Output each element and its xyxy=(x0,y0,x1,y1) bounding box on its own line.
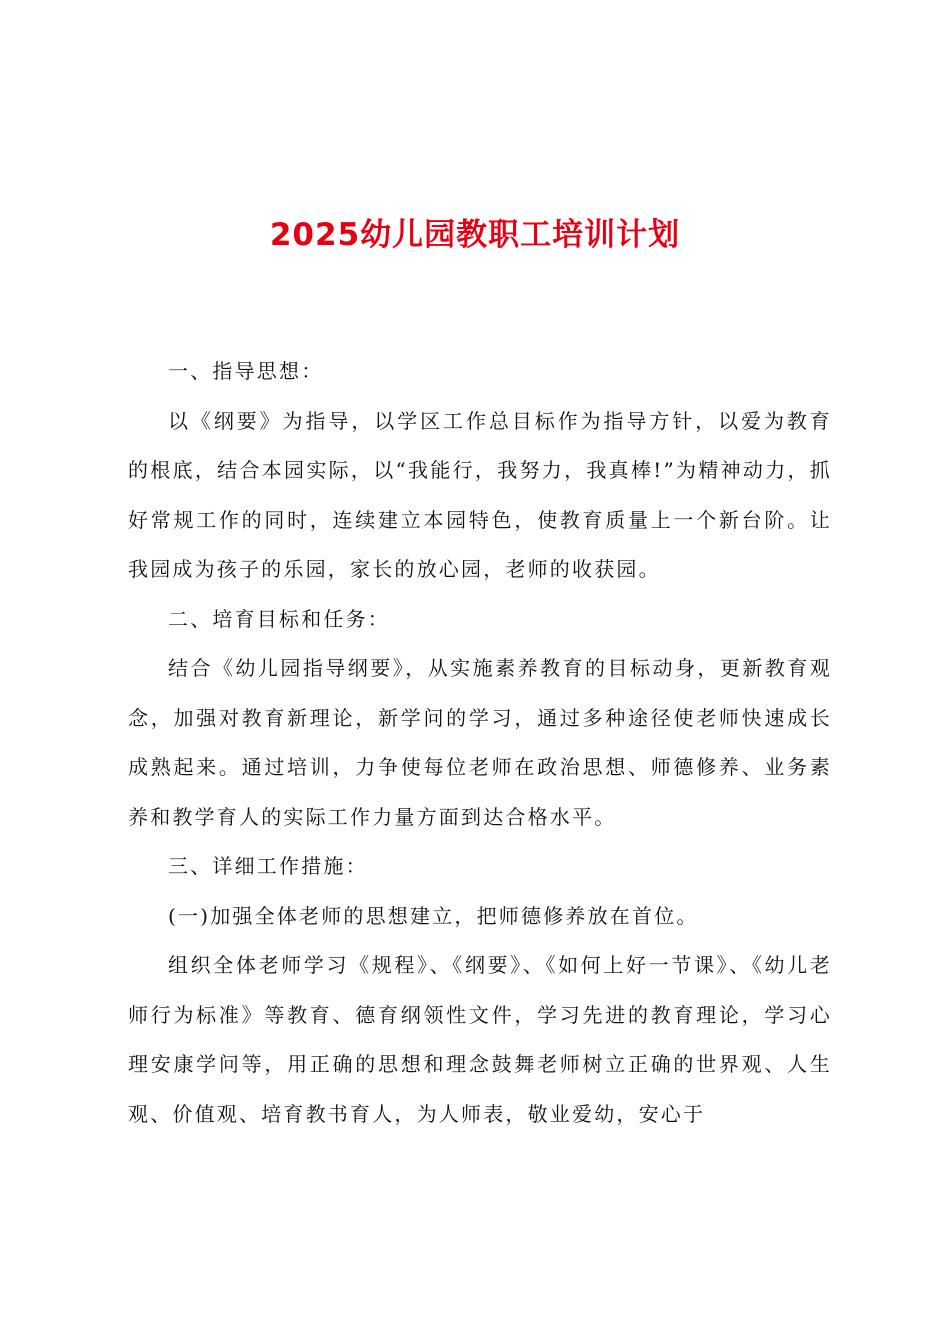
section-heading-goals-tasks: 二、培育目标和任务： xyxy=(168,606,390,631)
section-heading-guiding-ideology: 一、指导思想： xyxy=(168,359,324,383)
paragraph-teacher-study: 组织全体老师学习《规程》、《纲要》、《如何上好一节课》、《幼儿老师行为标准》等教育、德育纲领性文件，学习先进的教育理论，学习心理安康学问等，用正确的思想和理念鼓舞老师树立正确的世界观、人生观、价值观、培育教书育人，为人师表，敬业爱幼，安心于 xyxy=(128,953,832,1126)
document-title: 2025幼儿园教职工培训计划 xyxy=(269,217,681,253)
paragraph-goals-tasks: 结合《幼儿园指导纲要》，从实施素养教育的目标动身，更新教育观念，加强对教育新理论，新学问的学习，通过多种途径使老师快速成长成熟起来。通过培训，力争使每位老师在政治思想、师德修养、业务素养和教学育人的实际工作力量方面到达合格水平。 xyxy=(128,656,832,829)
section-heading-work-measures: 三、详细工作措施： xyxy=(168,854,368,878)
document-body xyxy=(128,347,832,1139)
subheading-teacher-ethics: (一)加强全体老师的思想建立，把师德修养放在首位。 xyxy=(168,903,699,928)
paragraph-guiding-ideology: 以《纲要》为指导，以学区工作总目标作为指导方针，以爱为教育的根底，结合本园实际，以“我能行，我努力，我真棒!”为精神动力，抓好常规工作的同时，连续建立本园特色，使教育质量上一个新台阶。让我园成为孩子的乐园，家长的放心园，老师的收获园。 xyxy=(128,408,832,581)
